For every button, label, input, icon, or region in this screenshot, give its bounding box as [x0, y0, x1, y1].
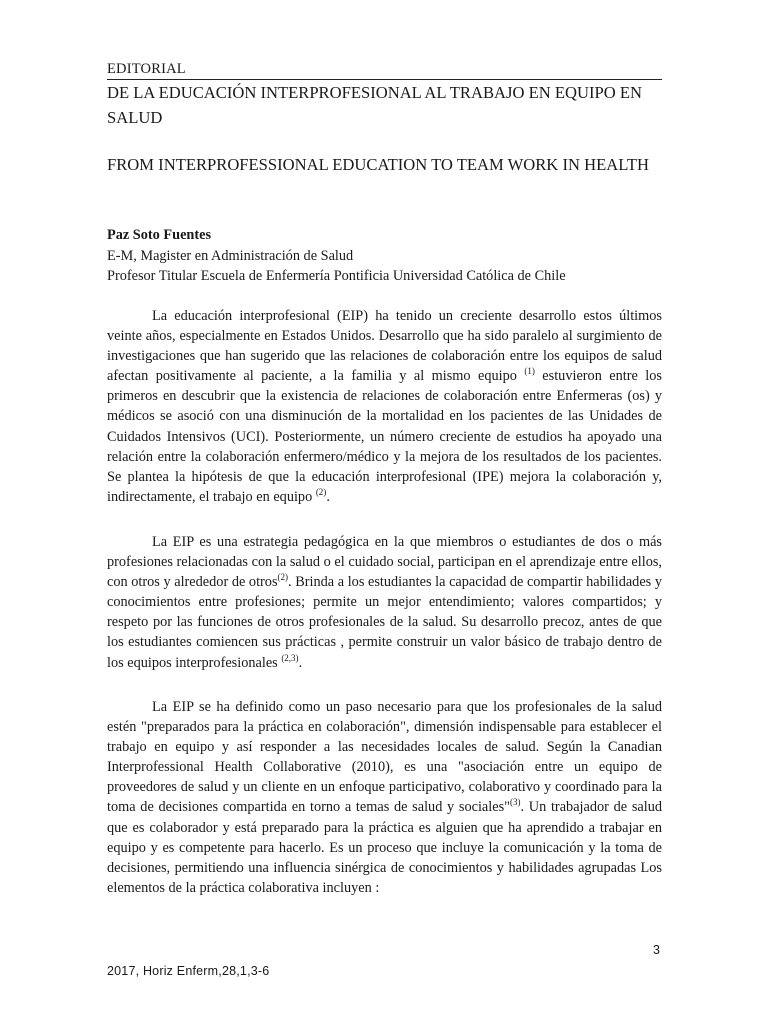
author-name: Paz Soto Fuentes	[107, 227, 212, 243]
citation-ref: (1)	[524, 366, 535, 377]
citation-ref: (3)	[510, 797, 521, 808]
section-label: EDITORIAL	[107, 61, 186, 77]
page-number: 3	[653, 943, 660, 957]
paragraph-text: .	[326, 488, 330, 505]
paragraph-text: La EIP es una estrategia pedagógica en la que miembros o estudiantes de dos o más profesiones relacionadas con la salud o el cuidado social, participan en el aprendizaje entre ellos, con otros y alrededor de otros	[107, 534, 662, 591]
footer-citation: 2017, Horiz Enferm,28,1,3-6	[107, 964, 270, 978]
paragraph-text: estuvieron entre los primeros en descubrir que la existencia de relaciones de colaboración entre Enfermeras (os) y médicos se asoció con una disminución de la mortalidad en los pacientes de las Unidades de Cuidados Intensivos (UCI). Posteriormente, un número creciente de estudios ha apoyado una relación entre la colaboración enfermero/médico y la mejora de los resultados de los pacientes. Se plantea la hipótesis de que la educación interprofesional (IPE) mejora la colaboración y, indirectamente, el trabajo en equipo	[107, 368, 662, 505]
title-spanish: DE LA EDUCACIÓN INTERPROFESIONAL AL TRABAJO EN EQUIPO EN SALUD	[107, 83, 642, 127]
body-paragraph-1	[107, 306, 662, 507]
body-paragraph-2	[107, 532, 662, 673]
author-degree: E-M, Magister en Administración de Salud	[107, 247, 354, 264]
body-paragraph-3	[107, 697, 662, 898]
paragraph-text: . Brinda a los estudiantes la capacidad de compartir habilidades y conocimientos entre profesiones; permite un mejor entendimiento; valores compartidos; y respeto por las funciones de otros profesionales de la salud. Su desarrollo precoz, antes de que los estudiantes comiencen sus prácticas , permite construir un valor básico de trabajo dentro de los equipos interprofesionales	[107, 574, 663, 671]
paragraph-text: .	[298, 654, 303, 671]
citation-ref: (2,3)	[281, 652, 299, 663]
paragraph-text: . Un trabajador de salud que es colaborador y está preparado para la práctica es alguien que ha aprendido a trabajar en equipo y es competente para hacerlo. Es un proceso que incluye la comunicación y la toma de decisiones, permitiendo una influencia sinérgica de conocimientos y habilidades agrupadas Los elementos de la práctica colaborativa incluyen :	[107, 799, 662, 896]
citation-ref: (2)	[277, 572, 289, 583]
citation-ref: (2)	[315, 486, 327, 497]
paragraph-text: La EIP se ha definido como un paso necesario para que los profesionales de la salud estén "preparados para la práctica en colaboración", dimensión indispensable para establecer el trabajo en equipo y así responder a las necesidades locales de salud. Según la Canadian Interprofessional Health Collaborative (2010), es una "asociación entre un equipo de proveedores de salud y un cliente en un enfoque participativo, colaborativo y coordinado para la toma de decisiones compartida en torno a temas de salud y sociales"	[107, 699, 662, 816]
author-affiliation: Profesor Titular Escuela de Enfermería Pontificia Universidad Católica de Chile	[107, 268, 566, 284]
title-english: FROM INTERPROFESSIONAL EDUCATION TO TEAM WORK IN HEALTH	[107, 155, 649, 174]
paragraph-text: La educación interprofesional (EIP) ha tenido un creciente desarrollo estos últimos veinte años, especialmente en Estados Unidos. Desarrollo que ha sido paralelo al surgimiento de investigaciones que han sugerido que las relaciones de colaboración entre los equipos de salud afectan positivamente al paciente, a la familia y al mismo equipo	[107, 308, 662, 385]
author-block	[107, 225, 662, 287]
